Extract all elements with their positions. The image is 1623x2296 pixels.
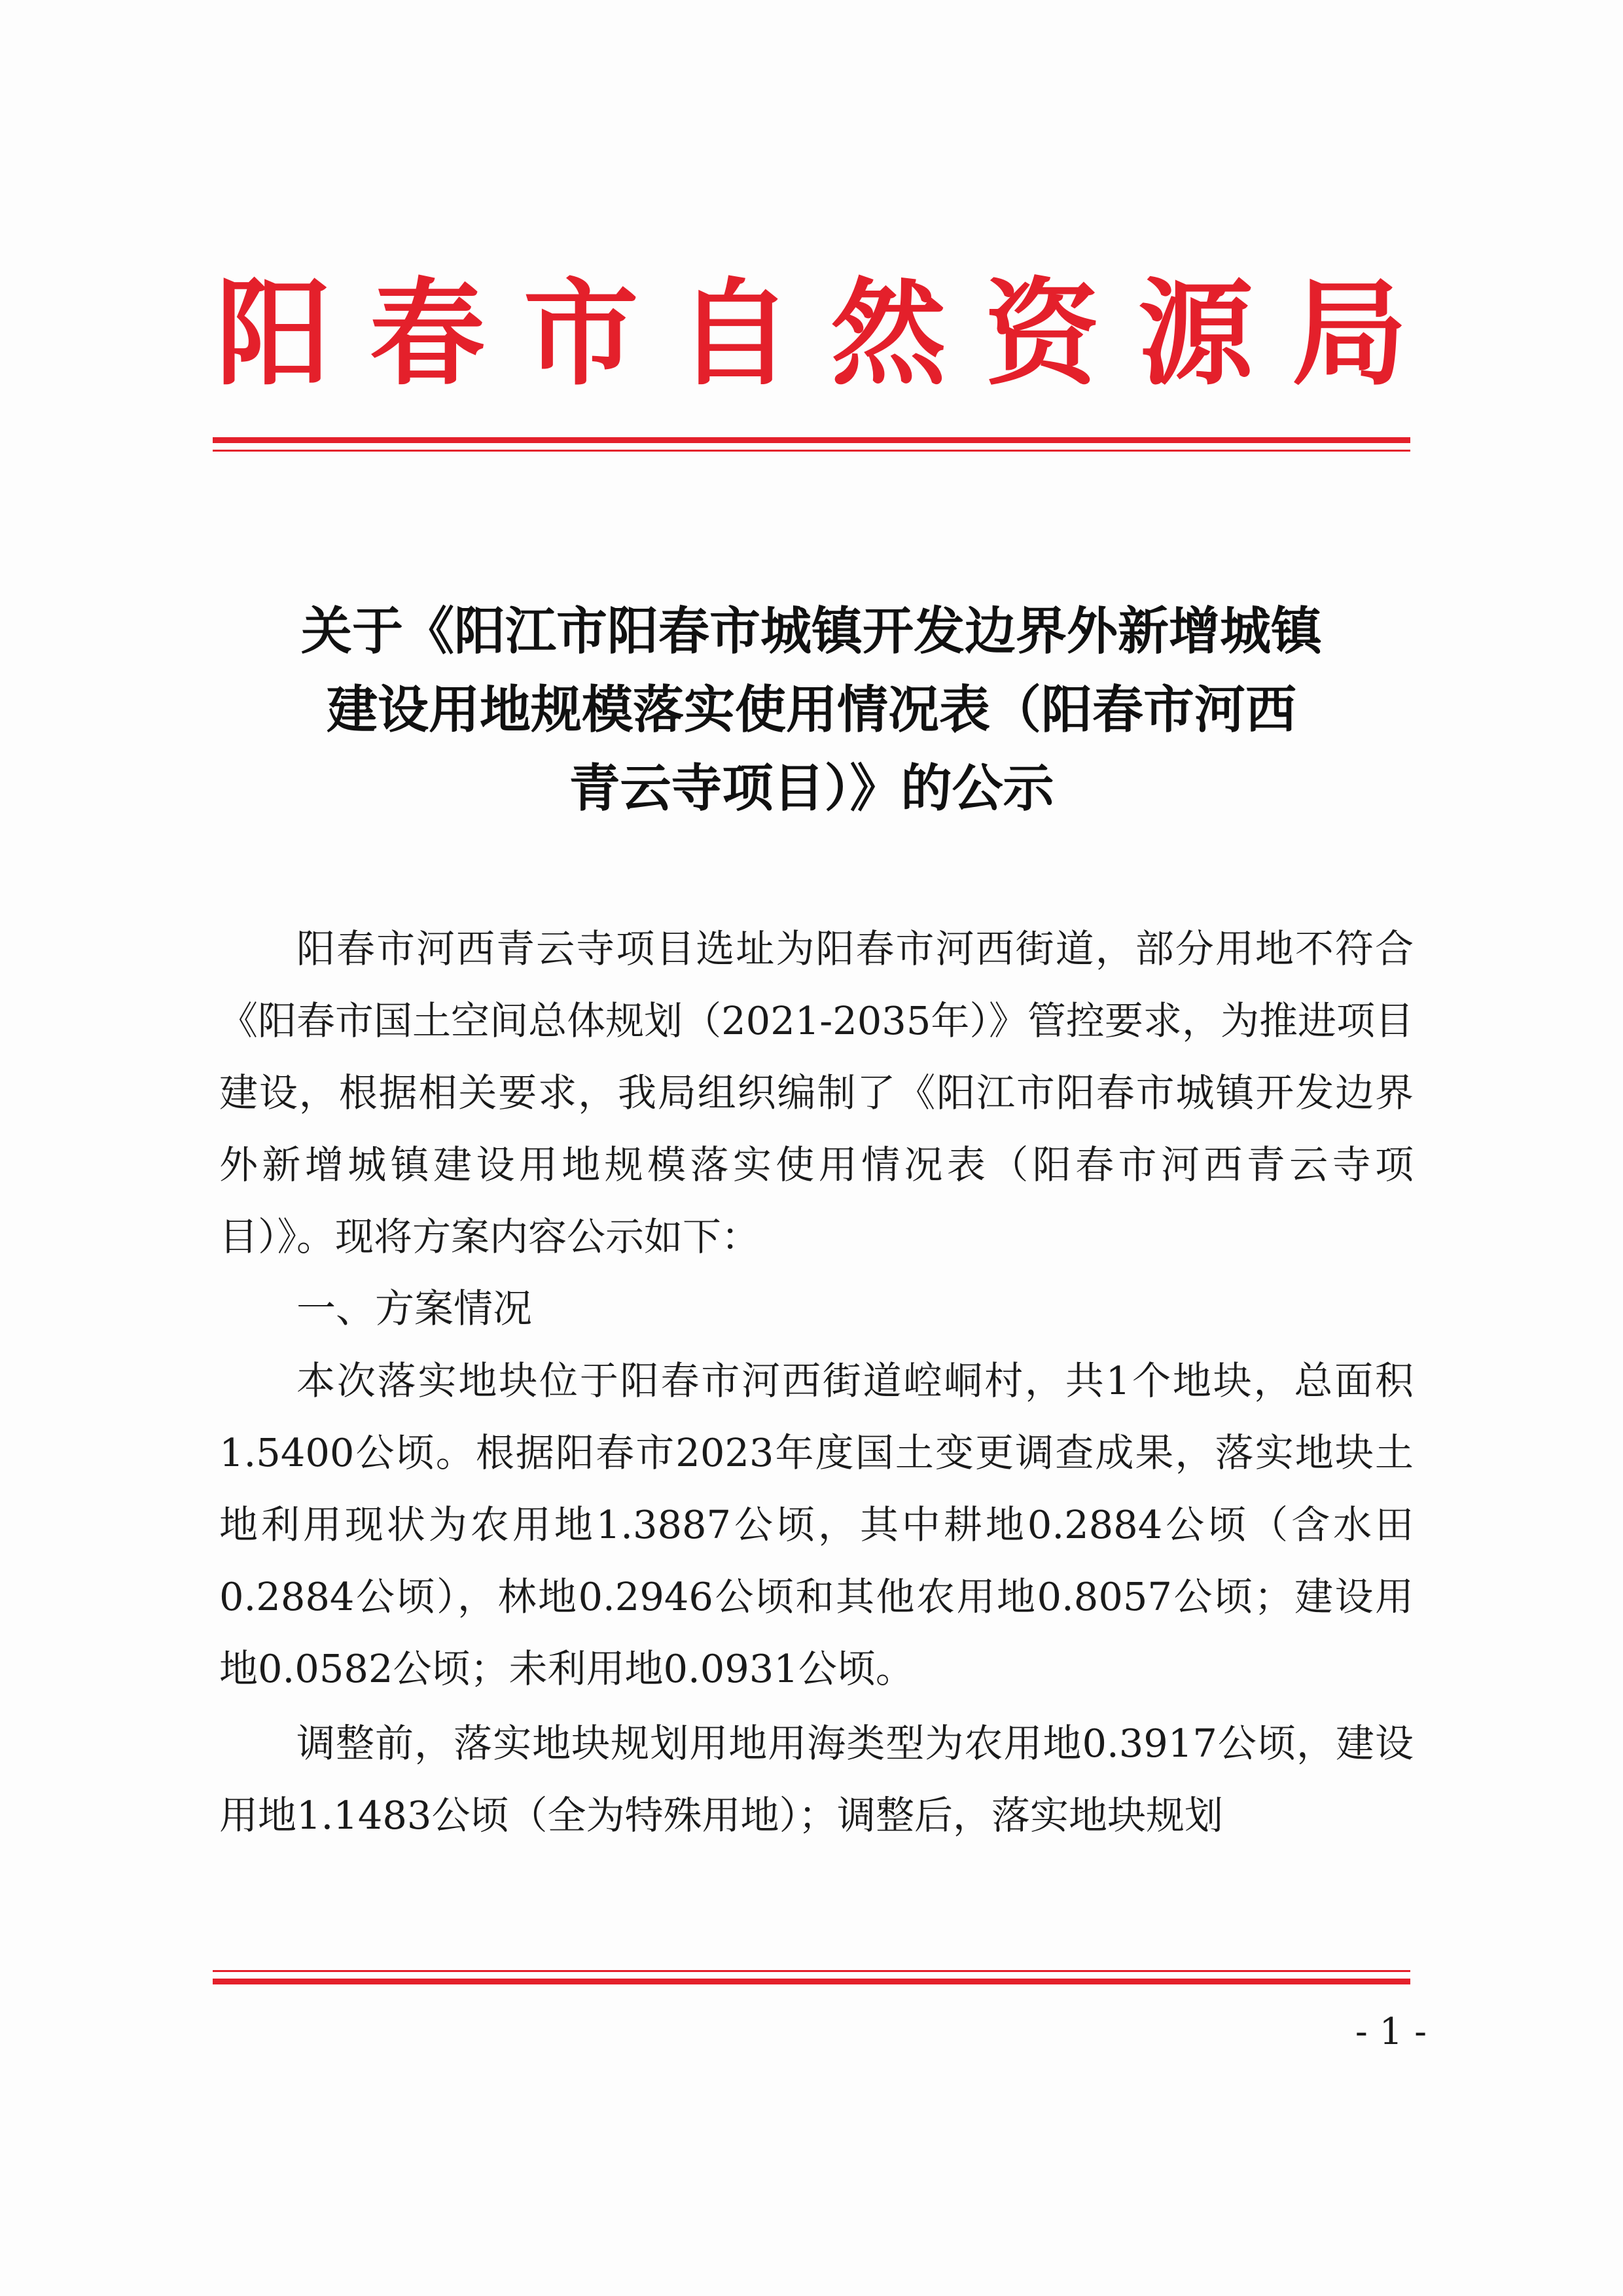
letterhead-divider <box>213 437 1410 452</box>
letterhead-char: 春 <box>369 266 485 401</box>
letterhead-char: 市 <box>523 266 639 401</box>
letterhead-char: 资 <box>984 266 1100 401</box>
title-line-3: 青云寺项目）》的公示 <box>569 759 1054 818</box>
letterhead-char: 局 <box>1291 266 1407 401</box>
document-title <box>216 592 1407 828</box>
letterhead-char: 源 <box>1138 266 1254 401</box>
letterhead-char: 自 <box>677 266 793 401</box>
title-line-2: 建设用地规模落实使用情况表（阳春市河西 <box>326 681 1296 740</box>
letterhead-agency-name <box>216 259 1407 409</box>
body-paragraph-adjustment: 调整前，落实地块规划用地用海类型为农用地0.3917公顷，建设用地1.1483公顷（全为特殊用地）；调整后，落实地块规划 <box>219 1721 1414 1838</box>
letterhead-char: 然 <box>830 266 946 401</box>
title-line-1: 关于《阳江市阳春市城镇开发边界外新增城镇 <box>300 602 1322 661</box>
divider-thick-line <box>213 1979 1410 1984</box>
footer-divider <box>213 1970 1410 1984</box>
divider-thin-line <box>213 1970 1410 1972</box>
divider-thin-line <box>213 450 1410 452</box>
page-number: - 1 - <box>1355 2011 1427 2053</box>
section-heading-plan: 一、方案情况 <box>296 1286 532 1332</box>
document-body <box>219 913 1414 1852</box>
divider-thick-line <box>213 437 1410 443</box>
body-paragraph-intro: 阳春市河西青云寺项目选址为阳春市河西街道，部分用地不符合《阳春市国土空间总体规划（2021-2035年）》管控要求，为推进项目建设，根据相关要求，我局组织编制了《阳江市阳春市城镇开发边界外新增城镇建设用地规模落实使用情况表（阳春市河西青云寺项目）》。现将方案内容公示如下： <box>219 926 1414 1259</box>
letterhead-char: 阳 <box>216 266 332 401</box>
body-paragraph-land-status: 本次落实地块位于阳春市河西街道崆峒村，共1个地块，总面积1.5400公顷。根据阳春市2023年度国土变更调查成果，落实地块土地利用现状为农用地1.3887公顷，其中耕地0.2884公顷（含水田0.2884公顷），林地0.2946公顷和其他农用地0.8057公顷；建设用地0.0582公顷；未利用地0.0931公顷。 <box>219 1358 1414 1691</box>
